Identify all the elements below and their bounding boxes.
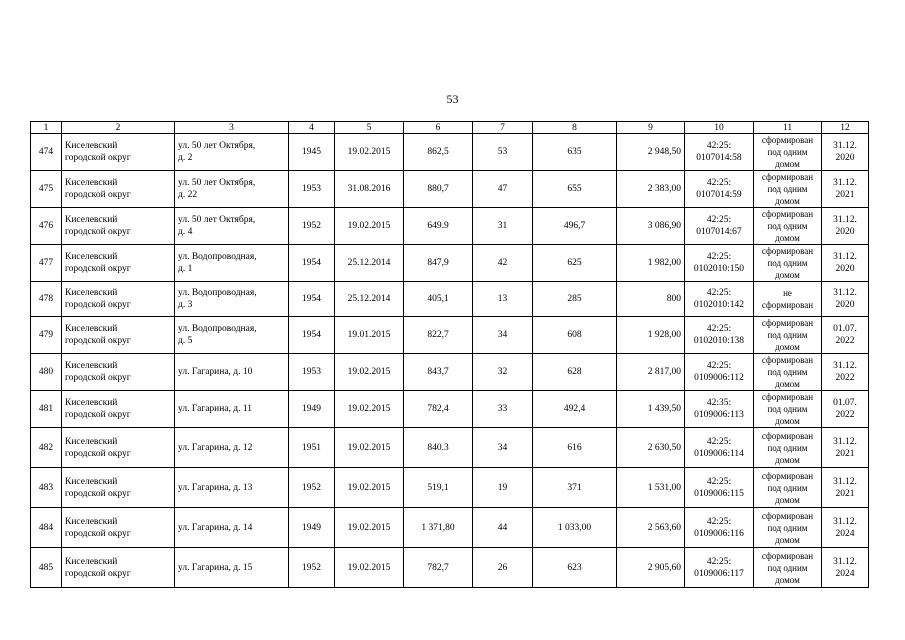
line: 0109006:114 bbox=[694, 448, 744, 459]
date-cell: 19.01.2015 bbox=[335, 317, 404, 354]
col7-cell: 32 bbox=[473, 354, 533, 391]
cadastral-number-cell bbox=[685, 391, 754, 428]
land-status-cell bbox=[754, 468, 822, 508]
line: под одним bbox=[767, 522, 808, 533]
row-number-cell: 482 bbox=[31, 428, 62, 468]
deadline-cell bbox=[822, 317, 869, 354]
line: 2022 bbox=[835, 373, 855, 383]
year-cell: 1954 bbox=[289, 317, 335, 354]
line: 42:25: bbox=[706, 361, 732, 371]
line: д. 2 bbox=[178, 153, 193, 163]
column-number-row bbox=[31, 122, 869, 134]
municipality-cell bbox=[62, 468, 175, 508]
row-number-cell: 477 bbox=[31, 245, 62, 282]
date-cell: 25.12.2014 bbox=[335, 282, 404, 317]
line: сформирован bbox=[761, 430, 814, 441]
line: 01.07. bbox=[833, 398, 857, 408]
line: д. 3 bbox=[178, 300, 193, 310]
line: ул. 50 лет Октября, bbox=[178, 178, 256, 188]
cadastral-number-cell bbox=[685, 245, 754, 282]
table-row bbox=[31, 391, 869, 428]
cadastral-number-cell bbox=[685, 208, 754, 245]
col8-cell: 616 bbox=[533, 428, 617, 468]
row-number-cell: 483 bbox=[31, 468, 62, 508]
table-row bbox=[31, 548, 869, 588]
year-cell: 1949 bbox=[289, 391, 335, 428]
line: Киселевский bbox=[65, 252, 118, 262]
line: ул. Гагарина, д. 12 bbox=[178, 442, 253, 453]
table-body bbox=[31, 122, 869, 588]
line: 0109006:113 bbox=[694, 410, 744, 420]
line: 2020 bbox=[835, 264, 855, 274]
cadastral-number-cell bbox=[685, 171, 754, 208]
land-status-cell bbox=[754, 508, 822, 548]
area-cell: 405,1 bbox=[404, 282, 473, 317]
col8-cell: 635 bbox=[533, 134, 617, 171]
line: Киселевский bbox=[65, 436, 118, 447]
line: 0107014:67 bbox=[696, 227, 742, 237]
line: городской округ bbox=[65, 528, 131, 539]
line: д. 1 bbox=[178, 264, 193, 274]
col7-cell: 34 bbox=[473, 428, 533, 468]
col9-cell: 2 905,60 bbox=[617, 548, 685, 588]
date-cell: 19.02.2015 bbox=[335, 134, 404, 171]
line: 31.12. bbox=[833, 361, 857, 371]
land-status-cell bbox=[754, 354, 822, 391]
deadline-cell bbox=[822, 208, 869, 245]
area-cell: 782,7 bbox=[404, 548, 473, 588]
municipality-cell bbox=[62, 134, 175, 171]
line: 42:25: bbox=[706, 476, 732, 487]
address-cell bbox=[175, 468, 289, 508]
land-status-cell bbox=[754, 245, 822, 282]
row-number-cell: 479 bbox=[31, 317, 62, 354]
row-number-cell: 480 bbox=[31, 354, 62, 391]
line: Киселевский bbox=[65, 215, 118, 225]
line: д. 5 bbox=[178, 336, 193, 346]
table-row bbox=[31, 134, 869, 171]
line: ул. 50 лет Октября, bbox=[178, 215, 256, 225]
line: городской округ bbox=[65, 153, 131, 163]
table-row bbox=[31, 428, 869, 468]
line: домом bbox=[775, 534, 800, 545]
address-cell bbox=[175, 391, 289, 428]
row-number-cell: 484 bbox=[31, 508, 62, 548]
line: под одним bbox=[767, 482, 808, 493]
line: 42:35: bbox=[706, 398, 732, 408]
year-cell: 1954 bbox=[289, 282, 335, 317]
area-cell: 1 371,80 bbox=[404, 508, 473, 548]
cadastral-number-cell bbox=[685, 508, 754, 548]
line: Киселевский bbox=[65, 141, 118, 151]
line: сформирован bbox=[761, 209, 814, 219]
line: городской округ bbox=[65, 568, 131, 579]
address-cell bbox=[175, 428, 289, 468]
deadline-cell bbox=[822, 548, 869, 588]
line: ул. 50 лет Октября, bbox=[178, 141, 256, 151]
line: Киселевский bbox=[65, 288, 118, 298]
cadastral-number-cell bbox=[685, 282, 754, 317]
land-status-cell bbox=[754, 548, 822, 588]
line: д. 4 bbox=[178, 227, 193, 237]
land-status-cell bbox=[754, 317, 822, 354]
line: домом bbox=[775, 159, 800, 169]
line: сформирован bbox=[761, 172, 814, 182]
line: 31.12. bbox=[833, 556, 857, 567]
column-number: 3 bbox=[175, 122, 289, 134]
address-cell bbox=[175, 508, 289, 548]
deadline-cell bbox=[822, 134, 869, 171]
page-number: 53 bbox=[446, 92, 459, 106]
column-number: 7 bbox=[473, 122, 533, 134]
col7-cell: 44 bbox=[473, 508, 533, 548]
line: городской округ bbox=[65, 336, 131, 346]
land-status-cell bbox=[754, 208, 822, 245]
line: ул. Гагарина, д. 10 bbox=[178, 367, 253, 377]
municipality-cell bbox=[62, 548, 175, 588]
cadastral-number-cell bbox=[685, 317, 754, 354]
line: Киселевский bbox=[65, 398, 118, 408]
col8-cell: 1 033,00 bbox=[533, 508, 617, 548]
year-cell: 1952 bbox=[289, 208, 335, 245]
line: сформирован bbox=[761, 392, 814, 402]
line: 0107014:58 bbox=[696, 153, 742, 163]
date-cell: 19.02.2015 bbox=[335, 508, 404, 548]
line: 2021 bbox=[835, 190, 855, 200]
year-cell: 1951 bbox=[289, 428, 335, 468]
year-cell: 1952 bbox=[289, 548, 335, 588]
line: сформирован bbox=[761, 318, 814, 328]
land-status-cell bbox=[754, 282, 822, 317]
line: домом bbox=[775, 233, 800, 243]
address-cell bbox=[175, 134, 289, 171]
line: ул. Гагарина, д. 15 bbox=[178, 562, 253, 573]
year-cell: 1953 bbox=[289, 171, 335, 208]
municipality-cell bbox=[62, 171, 175, 208]
line: 01.07. bbox=[833, 324, 857, 334]
area-cell: 782,4 bbox=[404, 391, 473, 428]
land-status-cell bbox=[754, 134, 822, 171]
column-number: 1 bbox=[31, 122, 62, 134]
municipality-cell bbox=[62, 391, 175, 428]
line: под одним bbox=[767, 562, 808, 573]
address-cell bbox=[175, 354, 289, 391]
municipality-cell bbox=[62, 208, 175, 245]
line: 2021 bbox=[835, 448, 855, 459]
line: ул. Гагарина, д. 14 bbox=[178, 522, 253, 533]
row-number-cell: 476 bbox=[31, 208, 62, 245]
year-cell: 1949 bbox=[289, 508, 335, 548]
line: 42:25: bbox=[706, 178, 732, 188]
line: 2020 bbox=[835, 153, 855, 163]
line: Киселевский bbox=[65, 361, 118, 371]
cadastral-number-cell bbox=[685, 468, 754, 508]
column-number: 4 bbox=[289, 122, 335, 134]
column-number: 12 bbox=[822, 122, 869, 134]
address-cell bbox=[175, 171, 289, 208]
line: под одним bbox=[767, 184, 808, 194]
deadline-cell bbox=[822, 282, 869, 317]
line: домом bbox=[775, 270, 800, 280]
year-cell: 1945 bbox=[289, 134, 335, 171]
line: 2022 bbox=[835, 336, 855, 346]
date-cell: 19.02.2015 bbox=[335, 354, 404, 391]
line: 0109006:117 bbox=[694, 568, 744, 579]
line: ул. Гагарина, д. 13 bbox=[178, 482, 253, 493]
address-cell bbox=[175, 245, 289, 282]
col7-cell: 42 bbox=[473, 245, 533, 282]
date-cell: 19.02.2015 bbox=[335, 468, 404, 508]
line: 42:25: bbox=[706, 288, 732, 298]
date-cell: 25.12.2014 bbox=[335, 245, 404, 282]
line: домом bbox=[775, 574, 800, 585]
line: 2020 bbox=[835, 227, 855, 237]
line: 0109006:112 bbox=[694, 373, 744, 383]
area-cell: 843,7 bbox=[404, 354, 473, 391]
table-row bbox=[31, 171, 869, 208]
line: сформирован bbox=[761, 550, 814, 561]
row-number-cell: 478 bbox=[31, 282, 62, 317]
line: ул. Гагарина, д. 11 bbox=[178, 404, 253, 414]
line: ул. Водопроводная, bbox=[178, 288, 257, 298]
col9-cell: 2 817,00 bbox=[617, 354, 685, 391]
line: 31.12. bbox=[833, 436, 857, 447]
year-cell: 1952 bbox=[289, 468, 335, 508]
col9-cell: 2 383,00 bbox=[617, 171, 685, 208]
deadline-cell bbox=[822, 428, 869, 468]
col9-cell: 2 630,50 bbox=[617, 428, 685, 468]
line: 31.12. bbox=[833, 141, 857, 151]
line: 42:25: bbox=[706, 252, 732, 262]
col7-cell: 19 bbox=[473, 468, 533, 508]
row-number-cell: 475 bbox=[31, 171, 62, 208]
col7-cell: 47 bbox=[473, 171, 533, 208]
line: городской округ bbox=[65, 227, 131, 237]
line: сформирован bbox=[761, 470, 814, 481]
deadline-cell bbox=[822, 171, 869, 208]
area-cell: 862,5 bbox=[404, 134, 473, 171]
date-cell: 19.02.2015 bbox=[335, 548, 404, 588]
col7-cell: 26 bbox=[473, 548, 533, 588]
col8-cell: 628 bbox=[533, 354, 617, 391]
line: под одним bbox=[767, 367, 808, 377]
deadline-cell bbox=[822, 354, 869, 391]
line: домом bbox=[775, 342, 800, 352]
line: под одним bbox=[767, 442, 808, 453]
deadline-cell bbox=[822, 508, 869, 548]
line: 0109006:115 bbox=[694, 488, 744, 499]
line: 31.12. bbox=[833, 178, 857, 188]
col9-cell: 3 086,90 bbox=[617, 208, 685, 245]
line: городской округ bbox=[65, 488, 131, 499]
col7-cell: 31 bbox=[473, 208, 533, 245]
deadline-cell bbox=[822, 391, 869, 428]
line: 42:25: bbox=[706, 556, 732, 567]
table-row bbox=[31, 208, 869, 245]
cadastral-number-cell bbox=[685, 428, 754, 468]
year-cell: 1954 bbox=[289, 245, 335, 282]
line: 42:25: bbox=[706, 436, 732, 447]
line: городской округ bbox=[65, 410, 131, 420]
line: 2024 bbox=[835, 568, 855, 579]
col9-cell: 1 531,00 bbox=[617, 468, 685, 508]
cadastral-number-cell bbox=[685, 354, 754, 391]
line: 0102010:142 bbox=[693, 300, 745, 310]
line: сформирован bbox=[761, 510, 814, 521]
line: 42:25: bbox=[706, 215, 732, 225]
address-cell bbox=[175, 548, 289, 588]
table-row bbox=[31, 317, 869, 354]
line: городской округ bbox=[65, 300, 131, 310]
line: городской округ bbox=[65, 190, 131, 200]
date-cell: 19.02.2015 bbox=[335, 428, 404, 468]
col7-cell: 34 bbox=[473, 317, 533, 354]
col8-cell: 608 bbox=[533, 317, 617, 354]
line: 31.12. bbox=[833, 252, 857, 262]
col9-cell: 1 439,50 bbox=[617, 391, 685, 428]
line: городской округ bbox=[65, 448, 131, 459]
table-row bbox=[31, 354, 869, 391]
line: сформирован bbox=[761, 246, 814, 256]
area-cell: 649.9 bbox=[404, 208, 473, 245]
municipality-cell bbox=[62, 508, 175, 548]
date-cell: 19.02.2015 bbox=[335, 208, 404, 245]
line: 42:25: bbox=[706, 141, 732, 151]
line: 31.12. bbox=[833, 516, 857, 527]
line: 42:25: bbox=[706, 324, 732, 334]
line: Киселевский bbox=[65, 324, 118, 334]
column-number: 11 bbox=[754, 122, 822, 134]
line: 0107014:59 bbox=[696, 190, 742, 200]
col9-cell: 1 928,00 bbox=[617, 317, 685, 354]
line: 31.12. bbox=[833, 215, 857, 225]
area-cell: 822,7 bbox=[404, 317, 473, 354]
area-cell: 840.3 bbox=[404, 428, 473, 468]
line: домом bbox=[775, 454, 800, 465]
line: 42:25: bbox=[706, 516, 732, 527]
municipality-cell bbox=[62, 354, 175, 391]
line: Киселевский bbox=[65, 178, 118, 188]
housing-registry-table bbox=[30, 121, 869, 588]
land-status-cell bbox=[754, 171, 822, 208]
row-number-cell: 485 bbox=[31, 548, 62, 588]
line: не bbox=[783, 288, 792, 298]
area-cell: 880,7 bbox=[404, 171, 473, 208]
line: 2024 bbox=[835, 528, 855, 539]
col8-cell: 285 bbox=[533, 282, 617, 317]
col8-cell: 655 bbox=[533, 171, 617, 208]
line: под одним bbox=[767, 221, 808, 231]
col9-cell: 2 948,50 bbox=[617, 134, 685, 171]
col7-cell: 33 bbox=[473, 391, 533, 428]
cadastral-number-cell bbox=[685, 134, 754, 171]
col8-cell: 623 bbox=[533, 548, 617, 588]
column-number: 9 bbox=[617, 122, 685, 134]
line: под одним bbox=[767, 330, 808, 340]
line: 31.12. bbox=[833, 288, 857, 298]
line: Киселевский bbox=[65, 516, 118, 527]
column-number: 6 bbox=[404, 122, 473, 134]
date-cell: 19.02.2015 bbox=[335, 391, 404, 428]
line: ул. Водопроводная, bbox=[178, 252, 257, 262]
line: 2022 bbox=[835, 410, 855, 420]
address-cell bbox=[175, 208, 289, 245]
line: 2021 bbox=[835, 488, 855, 499]
row-number-cell: 481 bbox=[31, 391, 62, 428]
land-status-cell bbox=[754, 391, 822, 428]
col8-cell: 496,7 bbox=[533, 208, 617, 245]
col9-cell: 2 563,60 bbox=[617, 508, 685, 548]
column-number: 10 bbox=[685, 122, 754, 134]
column-number: 2 bbox=[62, 122, 175, 134]
line: 2020 bbox=[835, 300, 855, 310]
row-number-cell: 474 bbox=[31, 134, 62, 171]
line: Киселевский bbox=[65, 476, 118, 487]
column-number: 8 bbox=[533, 122, 617, 134]
year-cell: 1953 bbox=[289, 354, 335, 391]
line: домом bbox=[775, 494, 800, 505]
col7-cell: 13 bbox=[473, 282, 533, 317]
table-row bbox=[31, 468, 869, 508]
municipality-cell bbox=[62, 428, 175, 468]
line: городской округ bbox=[65, 264, 131, 274]
municipality-cell bbox=[62, 245, 175, 282]
col8-cell: 371 bbox=[533, 468, 617, 508]
line: домом bbox=[775, 196, 800, 206]
deadline-cell bbox=[822, 245, 869, 282]
municipality-cell bbox=[62, 317, 175, 354]
area-cell: 847,9 bbox=[404, 245, 473, 282]
table-row bbox=[31, 245, 869, 282]
line: 31.12. bbox=[833, 476, 857, 487]
land-status-cell bbox=[754, 428, 822, 468]
address-cell bbox=[175, 282, 289, 317]
line: домом bbox=[775, 379, 800, 389]
line: ул. Водопроводная, bbox=[178, 324, 257, 334]
line: 0102010:138 bbox=[693, 336, 745, 346]
address-cell bbox=[175, 317, 289, 354]
col8-cell: 625 bbox=[533, 245, 617, 282]
table-row bbox=[31, 508, 869, 548]
line: 0109006:116 bbox=[694, 528, 744, 539]
line: д. 22 bbox=[178, 190, 198, 200]
line: под одним bbox=[767, 147, 808, 157]
col8-cell: 492,4 bbox=[533, 391, 617, 428]
area-cell: 519,1 bbox=[404, 468, 473, 508]
table-row bbox=[31, 282, 869, 317]
deadline-cell bbox=[822, 468, 869, 508]
line: городской округ bbox=[65, 373, 131, 383]
line: Киселевский bbox=[65, 556, 118, 567]
municipality-cell bbox=[62, 282, 175, 317]
line: сформирован bbox=[761, 135, 814, 145]
col9-cell: 800 bbox=[617, 282, 685, 317]
line: сформирован bbox=[761, 300, 814, 310]
line: сформирован bbox=[761, 355, 814, 365]
column-number: 5 bbox=[335, 122, 404, 134]
date-cell: 31.08.2016 bbox=[335, 171, 404, 208]
col7-cell: 53 bbox=[473, 134, 533, 171]
line: под одним bbox=[767, 404, 808, 414]
line: домом bbox=[775, 416, 800, 426]
cadastral-number-cell bbox=[685, 548, 754, 588]
line: 0102010:150 bbox=[693, 264, 745, 274]
col9-cell: 1 982,00 bbox=[617, 245, 685, 282]
line: под одним bbox=[767, 258, 808, 268]
